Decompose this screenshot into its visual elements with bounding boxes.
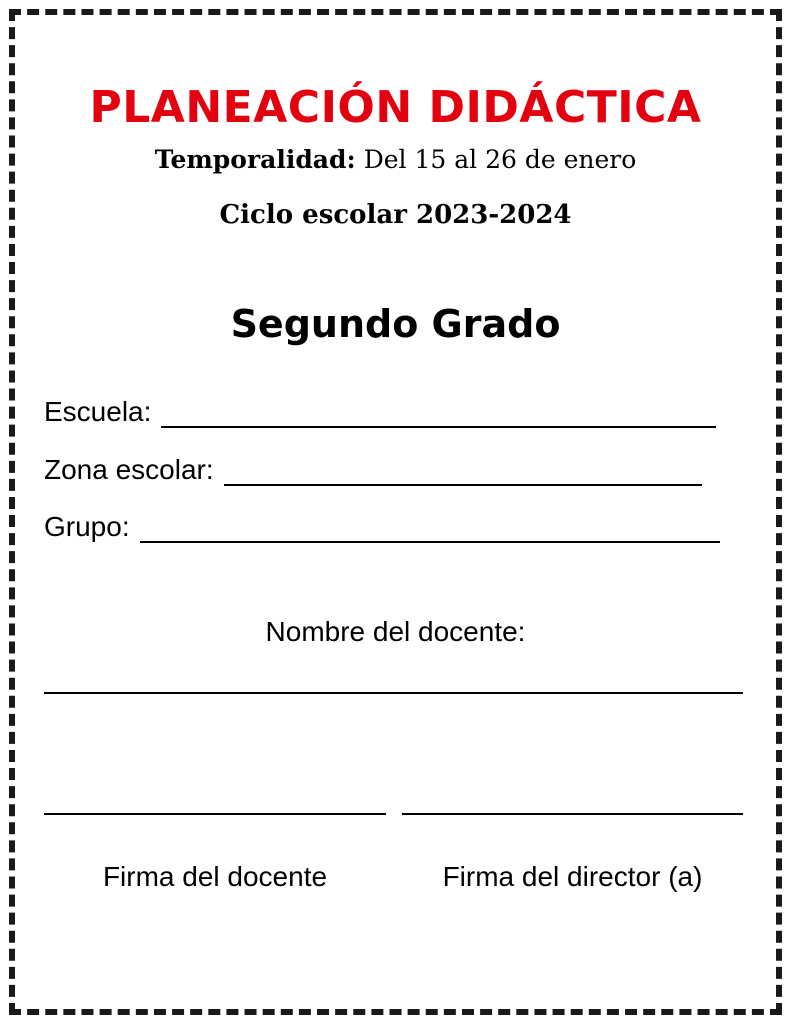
firma-director-label: Firma del director (a): [442, 861, 703, 892]
temporalidad-value: Del 15 al 26 de enero: [363, 145, 637, 174]
grupo-label: Grupo:: [44, 511, 130, 542]
grupo-field: [44, 511, 720, 543]
grupo-blank-line: [140, 515, 720, 543]
escuela-blank-line: [161, 400, 716, 428]
zona-escolar-label: Zona escolar:: [44, 454, 214, 485]
firma-docente-line: [44, 813, 386, 815]
nombre-docente-blank-line: [44, 692, 743, 694]
grado-heading: Segundo Grado: [230, 302, 561, 346]
ciclo-escolar: Ciclo escolar 2023-2024: [219, 200, 572, 230]
escuela-label: Escuela:: [44, 396, 152, 427]
zona-escolar-field: [44, 454, 702, 486]
escuela-field: [44, 396, 716, 428]
firma-docente-label: Firma del docente: [102, 861, 328, 892]
document-title: PLANEACIÓN DIDÁCTICA: [89, 82, 702, 133]
zona-escolar-blank-line: [224, 458, 702, 486]
firma-director-line: [402, 813, 743, 815]
temporalidad-line: [0, 145, 791, 174]
nombre-docente-label: Nombre del docente:: [265, 616, 526, 647]
temporalidad-label: Temporalidad:: [154, 145, 356, 174]
